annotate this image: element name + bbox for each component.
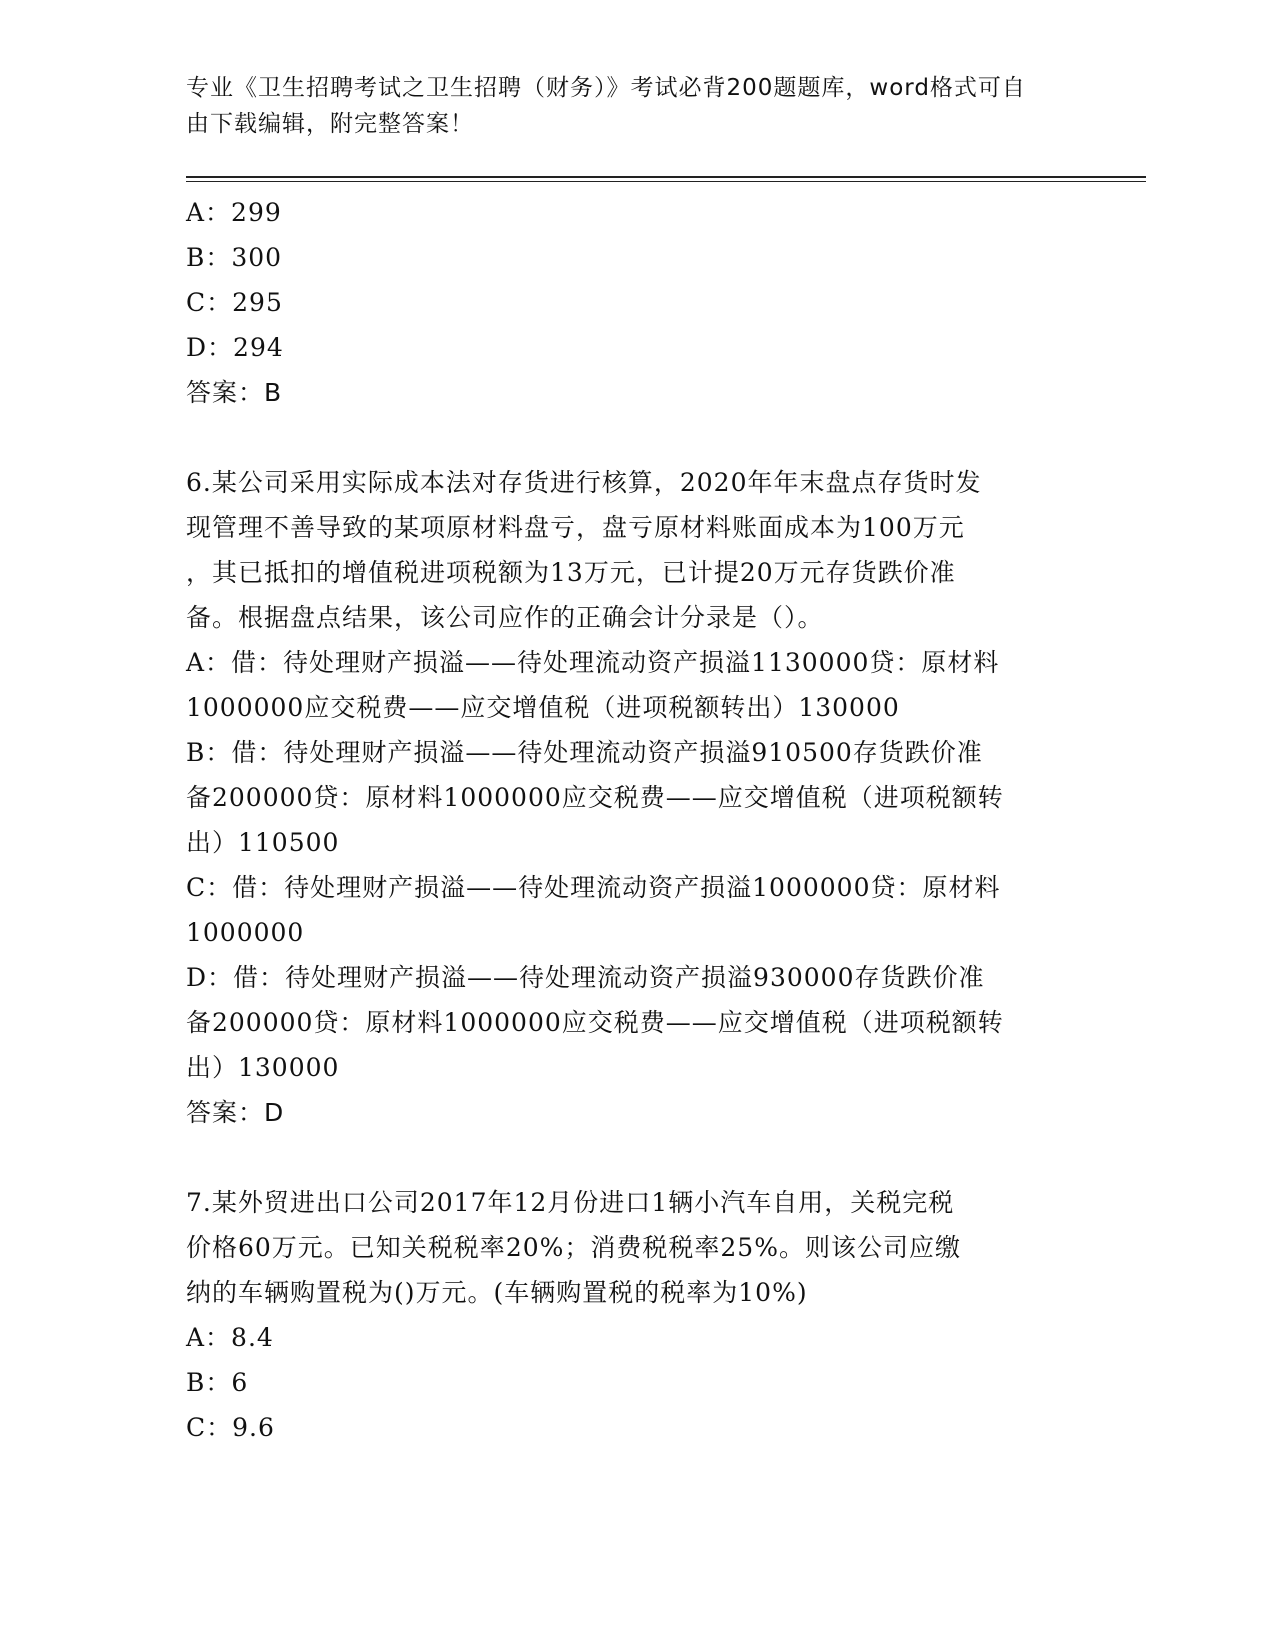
document-body <box>186 190 1066 1450</box>
header-divider-thin <box>186 181 1146 182</box>
option-b-line: 备200000贷：原材料1000000应交税费——应交增值税（进项税额转 <box>186 783 1004 812</box>
question-6-line: 6.某公司采用实际成本法对存货进行核算，2020年年末盘点存货时发 <box>186 468 982 497</box>
option-b-line: 出）110500 <box>186 828 340 857</box>
question-6-line: 备。根据盘点结果，该公司应作的正确会计分录是（）。 <box>186 603 824 632</box>
option-a-line: A：借：待处理财产损溢——待处理流动资产损溢1130000贷：原材料 <box>186 648 1000 677</box>
option-b: B：6 <box>186 1368 249 1397</box>
option-c-line: 1000000 <box>186 918 305 947</box>
question-6-answer: 答案：D <box>186 1098 285 1127</box>
option-d-line: 出）130000 <box>186 1053 340 1082</box>
option-c: C：9.6 <box>186 1413 275 1442</box>
option-d-line: 备200000贷：原材料1000000应交税费——应交增值税（进项税额转 <box>186 1008 1004 1037</box>
header-divider-thick <box>186 176 1146 178</box>
option-a-line: 1000000应交税费——应交增值税（进项税额转出）130000 <box>186 693 900 722</box>
question-7-line: 7.某外贸进出口公司2017年12月份进口1辆小汽车自用，关税完税 <box>186 1188 955 1217</box>
option-d: D：294 <box>186 333 284 362</box>
spacer <box>186 415 1066 460</box>
question-6-text <box>186 460 1066 640</box>
option-b: B：300 <box>186 243 283 272</box>
question-6-line: 现管理不善导致的某项原材料盘亏，盘亏原材料账面成本为100万元 <box>186 513 965 542</box>
option-c: C：295 <box>186 288 283 317</box>
header-title-line-2: 由下载编辑，附完整答案！ <box>186 111 474 137</box>
question-5-answer: 答案：B <box>186 378 283 407</box>
header-title-line-1: 专业《卫生招聘考试之卫生招聘（财务）》考试必背200题题库，word格式可自 <box>186 75 1026 101</box>
question-7-options <box>186 1315 1066 1450</box>
option-a: A：8.4 <box>186 1323 274 1352</box>
question-7-text <box>186 1180 1066 1315</box>
document-header <box>186 70 1066 142</box>
question-7-line: 价格60万元。已知关税税率20%；消费税税率25%。则该公司应缴 <box>186 1233 961 1262</box>
question-7-line: 纳的车辆购置税为()万元。(车辆购置税的税率为10%) <box>186 1278 808 1307</box>
question-6-line: ，其已抵扣的增值税进项税额为13万元，已计提20万元存货跌价准 <box>186 558 956 587</box>
spacer <box>186 1135 1066 1180</box>
option-a: A：299 <box>186 198 282 227</box>
option-c-line: C：借：待处理财产损溢——待处理流动资产损溢1000000贷：原材料 <box>186 873 1001 902</box>
option-b-line: B：借：待处理财产损溢——待处理流动资产损溢910500存货跌价准 <box>186 738 983 767</box>
option-d-line: D：借：待处理财产损溢——待处理流动资产损溢930000存货跌价准 <box>186 963 985 992</box>
question-5-options <box>186 190 1066 370</box>
question-6-options <box>186 640 1066 1090</box>
